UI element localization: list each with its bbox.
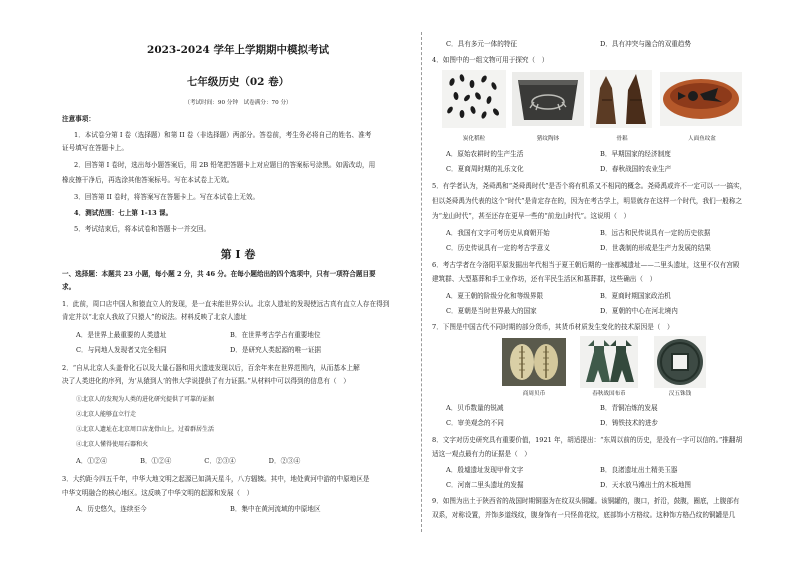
question-8-stem: 适这一观点最有力的证据是（ ） xyxy=(432,450,531,458)
exam-title: 2023-2024 学年上学期期中模拟考试 xyxy=(147,44,329,56)
question-1-option-c: C．与同地人发现者又完全相同 xyxy=(76,346,167,354)
pig-pattern-bowl-image xyxy=(512,72,584,126)
question-6-option-b: B．夏商时期国家政治机 xyxy=(600,292,671,300)
notice-item: 4．测试范围：七上第 1-13 课。 xyxy=(74,209,173,217)
question-5-stem: 为“龙山时代”，甚至还存在更早一些的“前龙山时代”。这说明（ ） xyxy=(432,212,631,220)
question-9-stem: 9．如图为出土于陕西省的战国时期铜器为在纹双头铜罐。该铜罐的，腹口，折沿，鼓腹，圈底，上腹部有 xyxy=(432,497,740,505)
question-6-stem: 6．考古学者在今洛阳平原发掘出年代相当于夏王朝后期的一座都城遗址——二里头遗址，这里不仅有宫殿 xyxy=(432,261,740,269)
notice-item: 2．回答第 I 卷时，选出每小题答案后，用 2B 铅笔把答题卡上对应题目的答案标号涂黑。如需改动，用 xyxy=(74,161,376,169)
question-7-option-d: D．铸铁技术的进步 xyxy=(600,419,659,427)
question-3-option-d: D．具有冲突与融合的双重趋势 xyxy=(600,40,692,48)
notice-item: 橡皮擦干净后，再选涂其他答案标号。写在本试卷上无效。 xyxy=(62,176,234,184)
question-5-stem: 但以尧舜禹为代表的这个“时代”是肯定存在的，因为在考古学上，明显就存在这样一个时代，我们一般称之 xyxy=(432,197,743,205)
question-5-option-d: D．世袭制的形成是生产力发展的结果 xyxy=(600,244,711,252)
section-title: 第 I 卷 xyxy=(220,248,256,261)
question-1-option-a: A．是世界上最重要的人类遗址 xyxy=(76,331,167,339)
question-7-stem: 7．下图是中国古代不同时期的部分货币，其货币材质发生变化的技术原因是（ ） xyxy=(432,323,674,331)
image-caption: 春秋战国布币 xyxy=(592,391,626,397)
question-2-statement: ③北京人遗址在北京周口店龙骨山上，过着群居生活 xyxy=(76,426,215,433)
question-6-option-d: D．夏朝的中心在河北境内 xyxy=(600,307,678,315)
question-8-option-d: D．天水放马滩出土的木板地图 xyxy=(600,481,692,489)
question-9-stem: 双系，对称设置，并饰多道线纹，腹身饰有一只怪兽花纹，底部饰小方格纹。这种饰方格凸纹的铜罐是几 xyxy=(432,511,736,519)
notice-item: 5．考试结束后，将本试卷和答题卡一并交回。 xyxy=(74,225,211,233)
question-2-stem: 决了人类进化的序列，为‘从猿到人’的伟大学说提供了有力证据。”从材料中可以得到的信息有（ ） xyxy=(62,377,350,385)
question-1-option-b: B．在世界考古学占有重要地位 xyxy=(230,331,321,339)
question-1-option-d: D．是研究人类起源的唯一证据 xyxy=(230,346,322,354)
spade-money-image xyxy=(580,336,638,388)
question-4-option-a: A．原始农耕时的生产生活 xyxy=(446,150,524,158)
question-7-option-b: B．青铜冶炼的发展 xyxy=(600,404,658,412)
shell-money-image xyxy=(502,338,566,386)
question-8-option-c: C．河南二里头遗址的发掘 xyxy=(446,481,524,489)
image-caption: 炭化稻粒 xyxy=(462,136,486,142)
question-8-option-a: A．殷墟遗址发现甲骨文字 xyxy=(446,466,524,474)
notice-heading: 注意事项： xyxy=(62,115,95,123)
left-column xyxy=(62,0,414,562)
question-3-stem: 中华文明融合的核心地区。这反映了中华文明的起源和发展（ ） xyxy=(62,489,254,497)
question-3-option-b: B．集中在黄河流域的中原地区 xyxy=(230,505,321,513)
carbonized-rice-image xyxy=(442,70,506,128)
question-3-option-a: A．历史悠久，连续至今 xyxy=(76,505,147,513)
question-1-stem: 肯定并以“北京人我故了只猿人”的说法。材料反映了北京人遗址 xyxy=(62,313,247,321)
image-caption: 猪纹陶钵 xyxy=(536,136,560,142)
question-4-option-b: B．早期国家的经济制度 xyxy=(600,150,671,158)
image-caption: 人面鱼纹盆 xyxy=(688,136,716,142)
question-4-option-c: C．夏商周时期的礼乐文化 xyxy=(446,165,524,173)
question-8-stem: 8．文字对历史研究具有重要价值，1921 年，胡适提出：“东周以前的历史，是没有一字可以信的。”推翻胡 xyxy=(432,436,743,444)
question-1-stem: 1．此前，周口店中国人和猿直立人的发现，是一直未能世界公认。北京人遗址的发现使远古真有直立人存在得到 xyxy=(62,300,390,308)
notice-item: 3．回答第 II 卷时，将答案写在答题卡上。写在本试卷上无效。 xyxy=(74,193,260,201)
question-6-option-a: A．夏王朝的阶级分化和等级界限 xyxy=(446,292,544,300)
question-5-stem: 5．有学者认为，尧舜禹和“尧舜禹时代”是否个将有机系又不相同的概念。尧舜禹或许不一定可以一一搞实， xyxy=(432,182,747,190)
question-2-statement: ②北京人能够直立行走 xyxy=(76,411,137,418)
question-2-options: A．①②④ B．①②④ C．②③④ D．②③④ xyxy=(76,457,301,465)
question-6-option-c: C．夏朝是当时世界最大的国家 xyxy=(446,307,537,315)
question-4-stem: 4．如图中的一组文物可用于探究（ ） xyxy=(432,56,549,64)
question-5-option-c: C．历史传说具有一定的考古学意义 xyxy=(446,244,550,252)
question-2-statement: ①北京人的发现为人类的进化研究提供了可靠的证据 xyxy=(76,396,215,403)
bone-spade-image xyxy=(590,70,652,128)
wuzhu-coin-image xyxy=(654,336,706,388)
question-2-stem: 2．“自从北京人头盖骨化石以及大量石器和用火遗迹发现以后，百余年来在世界范围内，从而基本上解 xyxy=(62,364,360,372)
question-3-option-c: C．具有多元一体的特征 xyxy=(446,40,517,48)
question-5-option-b: B．远古和民传说具有一定的历史依据 xyxy=(600,229,711,237)
exam-subtitle: 七年级历史（02 卷） xyxy=(186,76,290,88)
question-4-option-d: D．春秋战国的农业生产 xyxy=(600,165,672,173)
question-7-option-a: A．贝币数量的锐减 xyxy=(446,404,504,412)
notice-item: 证号填写在答题卡上。 xyxy=(62,144,128,152)
notice-item: 1．本试卷分第 I 卷（选择题）和第 II 卷（非选择题）两部分。答卷前，考生务必将自己的姓名、准考 xyxy=(74,131,372,139)
column-divider xyxy=(421,32,422,532)
question-8-option-b: B．良渚遗址出土精美玉器 xyxy=(600,466,678,474)
question-7-option-c: C．审美观念的不同 xyxy=(446,419,504,427)
image-caption: 商周贝币 xyxy=(522,391,546,397)
section-instruction: 一、选择题：本题共 23 小题，每小题 2 分，共 46 分。在每小题给出的四个选项中，只有一项符合题目要 xyxy=(62,270,376,278)
question-6-stem: 建筑群、大型墓葬和手工业作坊，还有平民生活区和墓葬群，这些确出（ ） xyxy=(432,275,657,283)
right-column xyxy=(432,0,762,562)
question-3-stem: 3．大约距今四五千年，中华大地文明之起源已如满天星斗，八方辐辏。其中，地处黄河中游的中原地区是 xyxy=(62,475,370,483)
exam-meta: （考试时间：90 分钟 试卷满分：70 分） xyxy=(184,100,292,106)
section-instruction: 求。 xyxy=(62,283,76,291)
question-2-statement: ④北京人懂得使用石器和火 xyxy=(76,441,149,448)
question-5-option-a: A．我国有文字可考历史从商朝开始 xyxy=(446,229,550,237)
image-caption: 汉五铢钱 xyxy=(668,391,692,397)
image-caption: 骨耜 xyxy=(616,136,628,142)
human-face-fish-basin-image xyxy=(660,72,742,126)
